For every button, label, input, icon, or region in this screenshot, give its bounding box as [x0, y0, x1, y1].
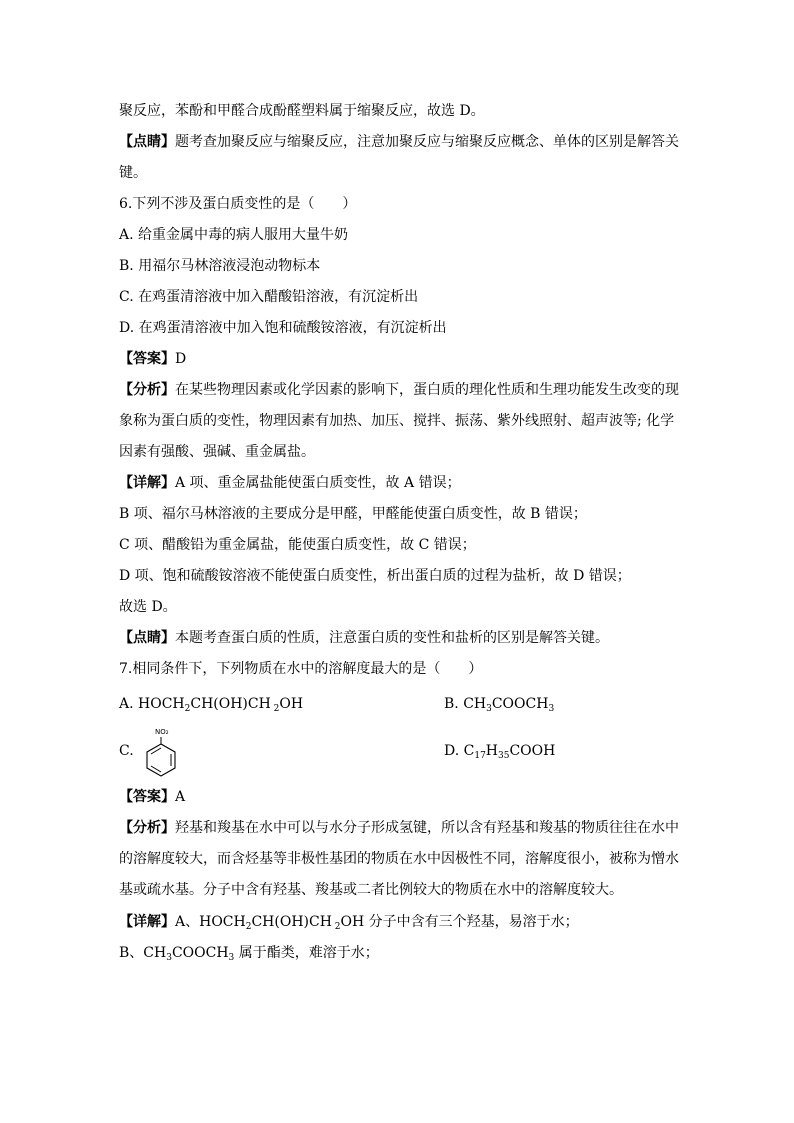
analysis-tag: 【分析】 [119, 820, 175, 836]
option-text: A. 给重金属中毒的病人服用大量牛奶 [119, 227, 349, 243]
analysis-line [119, 380, 679, 400]
option-text: C. 在鸡蛋清溶液中加入醋酸铅溶液，有沉淀析出 [119, 289, 419, 305]
question-6 [119, 194, 356, 214]
answer-line [119, 787, 185, 807]
text-line [119, 597, 177, 617]
paragraph-text: 羟基和羧基在水中可以与水分子形成氢键，所以含有羟基和羧基的物质往往在水中 [175, 820, 679, 836]
paragraph-text: 键。 [119, 165, 147, 181]
answer-line [119, 349, 186, 369]
paragraph-text: 故选 D。 [119, 599, 177, 615]
text-line [119, 504, 587, 524]
tip-tag: 【点睛】 [119, 630, 175, 646]
paragraph-text: 本题考查蛋白质的性质，注意蛋白质的变性和盐析的区别是解答关键。 [175, 630, 609, 646]
paragraph-text: 的溶解度较大，而含烃基等非极性基团的物质在水中因极性不同，溶解度很小，被称为憎水 [119, 851, 679, 867]
analysis-line [119, 818, 679, 838]
tip-line [119, 132, 679, 152]
paragraph-text: 属于酯类，难溶于水； [238, 945, 379, 961]
detail-line: 【详解】A、$HOCH_2CH(OH)CH$ $_2$OH 分子中含有三个羟基，易溶于水； [119, 914, 579, 932]
paragraph-text: D 项、饱和硫酸铵溶液不能使蛋白质变性，析出蛋白质的过程为盐析，故 D 错误； [119, 568, 631, 584]
text-line [119, 849, 679, 869]
answer-value: D [175, 351, 187, 367]
option-d [119, 318, 447, 338]
nitro-group-label: NO₂ [155, 728, 169, 736]
paragraph-text: B 项、福尔马林溶液的主要成分是甲醛，甲醛能使蛋白质变性，故 B 错误； [119, 506, 587, 522]
paragraph-text: 因素有强酸、强碱、重金属盐。 [119, 444, 315, 460]
question-text: 6.下列不涉及蛋白质变性的是（ ） [119, 196, 357, 212]
paragraph-text: 象称为蛋白质的变性，物理因素有加热、加压、搅拌、振荡、紫外线照射、超声波等; 化学 [119, 413, 675, 429]
detail-tag: 【详解】 [119, 914, 175, 930]
option-text: B. 用福尔马林溶液浸泡动物标本 [119, 258, 321, 274]
paragraph-text: 分子中含有三个羟基，易溶于水； [368, 914, 579, 930]
option-text: C. [119, 743, 134, 759]
paragraph-text: C 项、醋酸铅为重金属盐，能使蛋白质变性，故 C 错误； [119, 537, 476, 553]
text-line [119, 101, 485, 121]
text-line [119, 163, 147, 183]
analysis-tag: 【分析】 [119, 382, 175, 398]
question-text: 7.相同条件下，下列物质在水中的溶解度最大的是（ ） [119, 661, 483, 677]
option-b [119, 256, 320, 276]
text-line: B、$CH_3COOCH_3$ 属于酯类，难溶于水； [119, 945, 379, 963]
paragraph-text: 题考查加聚反应与缩聚反应，注意加聚反应与缩聚反应概念、单体的区别是解答关 [175, 134, 679, 150]
option-c-label [119, 741, 134, 761]
answer-tag: 【答案】 [119, 351, 175, 367]
text-line [119, 535, 476, 555]
answer-value: A [175, 789, 186, 805]
text-line [119, 880, 623, 900]
option-text: D. 在鸡蛋清溶液中加入饱和硫酸铵溶液，有沉淀析出 [119, 320, 447, 336]
detail-tag: 【详解】 [119, 475, 175, 491]
paragraph-text: 聚反应，苯酚和甲醛合成酚醛塑料属于缩聚反应，故选 D。 [119, 103, 485, 119]
text-line [119, 566, 631, 586]
tip-tag: 【点睛】 [119, 134, 175, 150]
tip-line [119, 628, 609, 648]
paragraph-text: 在某些物理因素或化学因素的影响下，蛋白质的理化性质和生理功能发生改变的现 [175, 382, 679, 398]
nitrobenzene-structure [141, 726, 191, 778]
detail-line [119, 473, 461, 493]
paragraph-text: A 项、重金属盐能使蛋白质变性，故 A 错误； [175, 475, 461, 491]
answer-tag: 【答案】 [119, 789, 175, 805]
option-d-formula: D. $C_{17}H_{35}COOH$ [444, 743, 556, 761]
option-c [119, 287, 418, 307]
text-line [119, 442, 315, 462]
option-a-formula: A. $HOCH_2CH(OH)CH$ $_2$OH [119, 696, 304, 714]
text-line [119, 411, 674, 431]
paragraph-text: 基或疏水基。分子中含有羟基、羧基或二者比例较大的物质在水中的溶解度较大。 [119, 882, 623, 898]
question-7 [119, 659, 482, 679]
option-b-formula: B. $CH_3COOCH_3$ [444, 696, 555, 714]
option-a [119, 225, 348, 245]
